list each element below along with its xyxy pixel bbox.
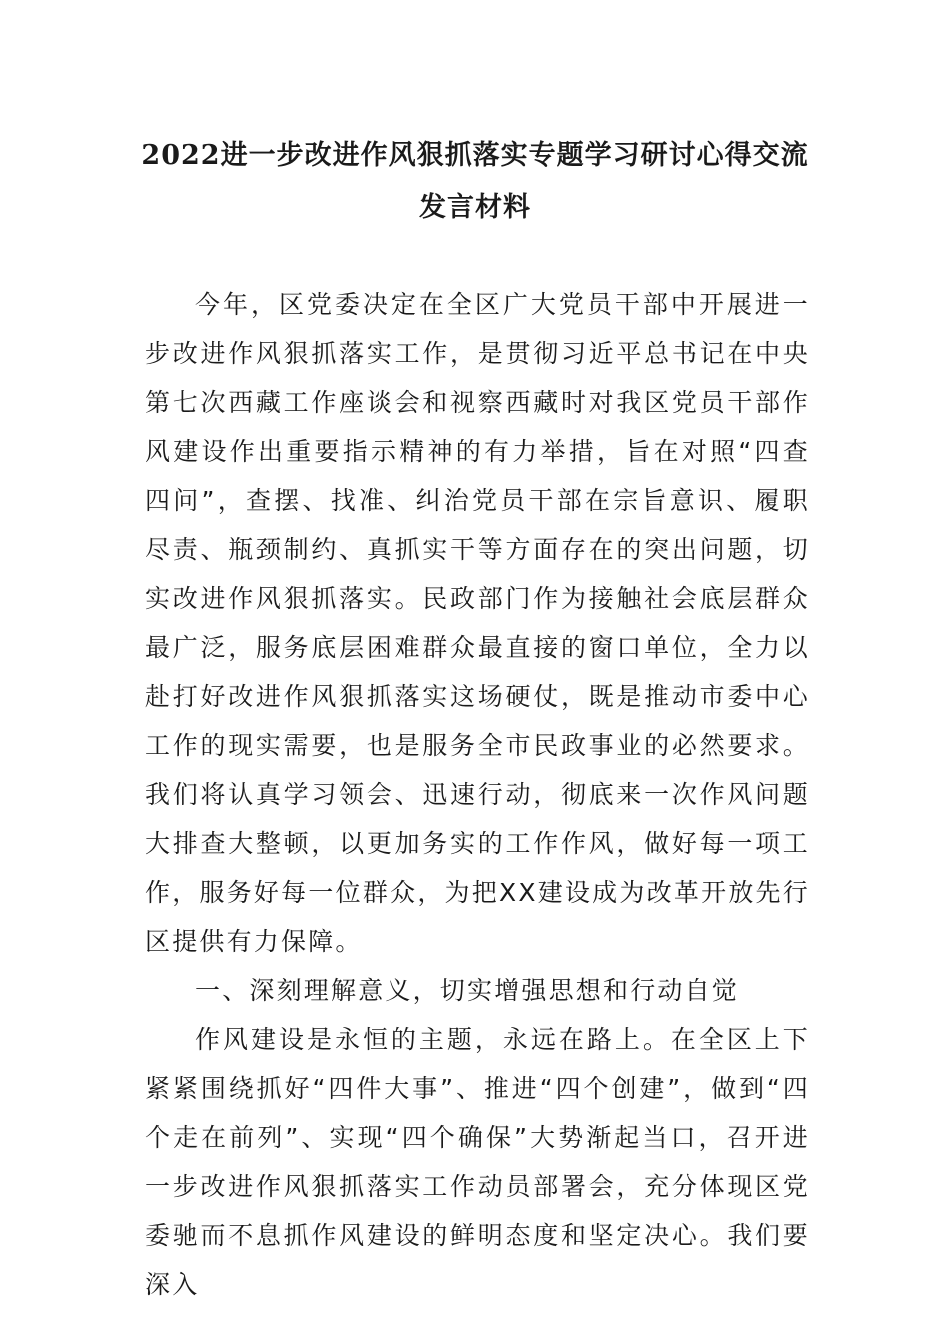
document-title: 2022进一步改进作风狠抓落实专题学习研讨心得交流发言材料 xyxy=(141,140,809,223)
section-heading: 一、深刻理解意义，切实增强思想和行动自觉 xyxy=(195,976,740,1005)
document-body xyxy=(145,280,810,1309)
body-paragraph: 今年，区党委决定在全区广大党员干部中开展进一步改进作风狠抓落实工作，是贯彻习近平总书记在中央第七次西藏工作座谈会和视察西藏时对我区党员干部作风建设作出重要指示精神的有力举措，旨在对照“四查四问”，查摆、找准、纠治党员干部在宗旨意识、履职尽责、瓶颈制约、真抓实干等方面存在的突出问题，切实改进作风狠抓落实。民政部门作为接触社会底层群众最广泛，服务底层困难群众最直接的窗口单位，全力以赴打好改进作风狠抓落实这场硬仗，既是推动市委中心工作的现实需要，也是服务全市民政事业的必然要求。我们将认真学习领会、迅速行动，彻底来一次作风问题大排查大整顿，以更加务实的工作作风，做好每一项工作，服务好每一位群众，为把XX建设成为改革开放先行区提供有力保障。 xyxy=(145,290,810,956)
body-paragraph: 作风建设是永恒的主题，永远在路上。在全区上下紧紧围绕抓好“四件大事”、推进“四个创建”，做到“四个走在前列”、实现“四个确保”大势渐起当口，召开进一步改进作风狠抓落实工作动员部署会，充分体现区党委驰而不息抓作风建设的鲜明态度和坚定决心。我们要深入 xyxy=(145,1025,810,1299)
